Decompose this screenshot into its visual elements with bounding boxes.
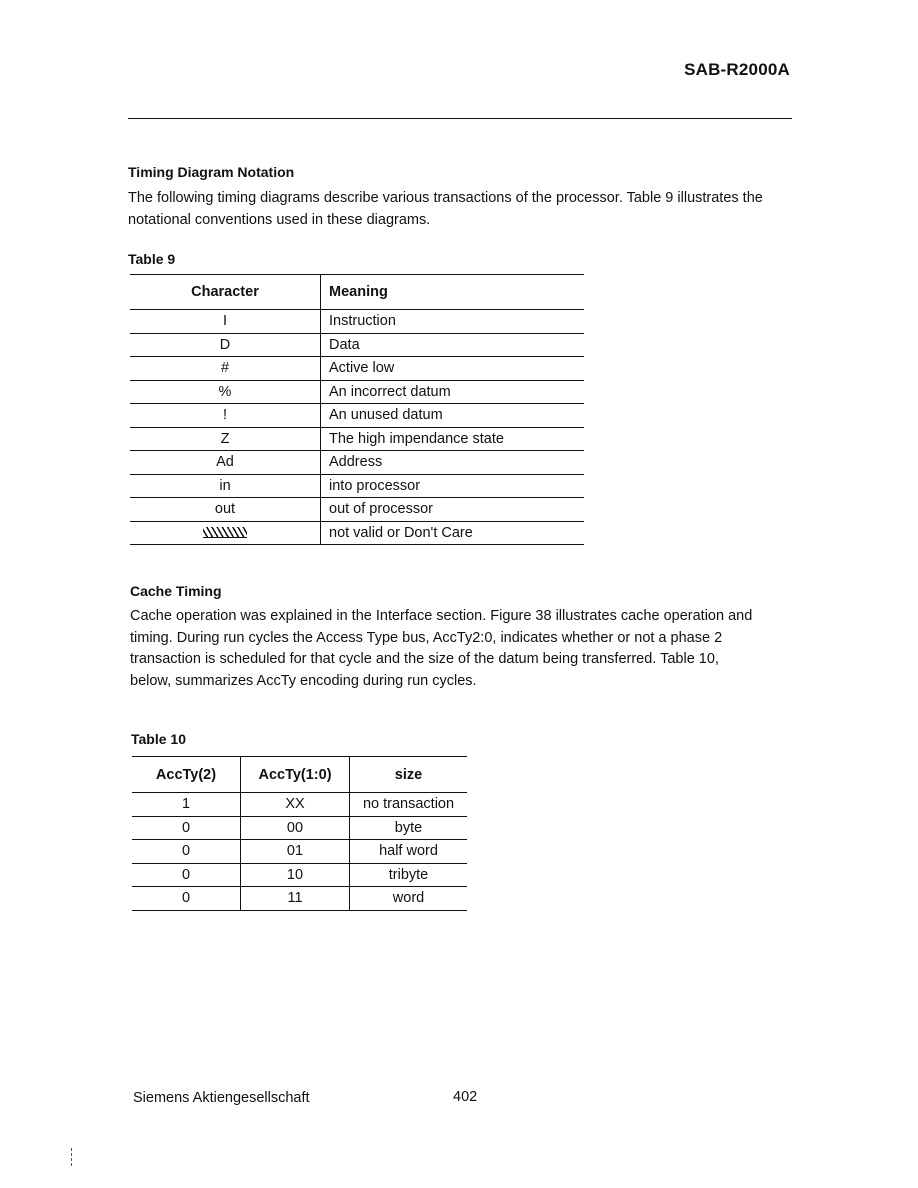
column-header-character: Character	[130, 275, 321, 310]
character-cell: in	[130, 474, 321, 498]
character-cell: D	[130, 333, 321, 357]
table-row	[132, 816, 467, 840]
document-title: SAB-R2000A	[684, 60, 790, 79]
accty10-cell: 10	[241, 863, 350, 887]
accty10-cell: XX	[241, 793, 350, 817]
table-row	[132, 863, 467, 887]
character-cell: %	[130, 380, 321, 404]
character-cell: out	[130, 498, 321, 522]
table-row	[130, 333, 584, 357]
table-row	[130, 451, 584, 475]
section-heading-timing-notation: Timing Diagram Notation	[128, 164, 295, 180]
table-row	[130, 521, 584, 545]
meaning-cell: into processor	[321, 474, 585, 498]
section-heading-cache-timing: Cache Timing	[130, 583, 222, 599]
hatch-icon	[203, 527, 247, 538]
table-header-row	[132, 757, 467, 793]
page-number: 402	[453, 1089, 478, 1105]
character-cell	[130, 521, 321, 545]
size-cell: tribyte	[350, 863, 468, 887]
character-cell: Ad	[130, 451, 321, 475]
meaning-cell: Instruction	[321, 310, 585, 334]
column-header-size: size	[350, 757, 468, 793]
column-header-accty10: AccTy(1:0)	[241, 757, 350, 793]
character-cell: #	[130, 357, 321, 381]
table-row	[130, 380, 584, 404]
table-row	[130, 498, 584, 522]
table-row	[130, 427, 584, 451]
size-cell: no transaction	[350, 793, 468, 817]
column-header-accty2: AccTy(2)	[132, 757, 241, 793]
paragraph-cache-timing: Cache operation was explained in the Interface section. Figure 38 illustrates cache operation and timing. During run cycles the Access Type bus, AccTy2:0, indicates whether or not a phase 2 transaction is scheduled for that cycle and the size of the datum being transferred. Table 10, below, summarizes AccTy encoding during run cycles.	[130, 608, 753, 689]
table-row	[132, 793, 467, 817]
table-row	[130, 404, 584, 428]
table9	[130, 274, 584, 545]
meaning-cell: not valid or Don't Care	[321, 521, 585, 545]
table-row	[130, 310, 584, 334]
paragraph-timing-notation: The following timing diagrams describe various transactions of the processor. Table 9 illustrates the notational conventions used in these diagrams.	[128, 190, 763, 228]
table10-caption: Table 10	[131, 731, 186, 747]
table10	[132, 756, 467, 911]
meaning-cell: An incorrect datum	[321, 380, 585, 404]
accty10-cell: 00	[241, 816, 350, 840]
size-cell: word	[350, 887, 468, 911]
meaning-cell: out of processor	[321, 498, 585, 522]
accty2-cell: 1	[132, 793, 241, 817]
meaning-cell: Data	[321, 333, 585, 357]
accty2-cell: 0	[132, 887, 241, 911]
table-row	[130, 357, 584, 381]
accty10-cell: 01	[241, 840, 350, 864]
table-header-row	[130, 275, 584, 310]
meaning-cell: Address	[321, 451, 585, 475]
scan-edge-mark	[71, 1148, 72, 1166]
size-cell: half word	[350, 840, 468, 864]
column-header-meaning: Meaning	[321, 275, 585, 310]
accty2-cell: 0	[132, 840, 241, 864]
accty2-cell: 0	[132, 863, 241, 887]
table-row	[130, 474, 584, 498]
meaning-cell: The high impendance state	[321, 427, 585, 451]
meaning-cell: An unused datum	[321, 404, 585, 428]
character-cell: !	[130, 404, 321, 428]
accty2-cell: 0	[132, 816, 241, 840]
footer-company: Siemens Aktiengesellschaft	[133, 1090, 310, 1106]
table-row	[132, 840, 467, 864]
size-cell: byte	[350, 816, 468, 840]
table-row	[132, 887, 467, 911]
character-cell: Z	[130, 427, 321, 451]
accty10-cell: 11	[241, 887, 350, 911]
table9-caption: Table 9	[128, 251, 176, 267]
header-rule	[128, 118, 792, 119]
meaning-cell: Active low	[321, 357, 585, 381]
character-cell: I	[130, 310, 321, 334]
